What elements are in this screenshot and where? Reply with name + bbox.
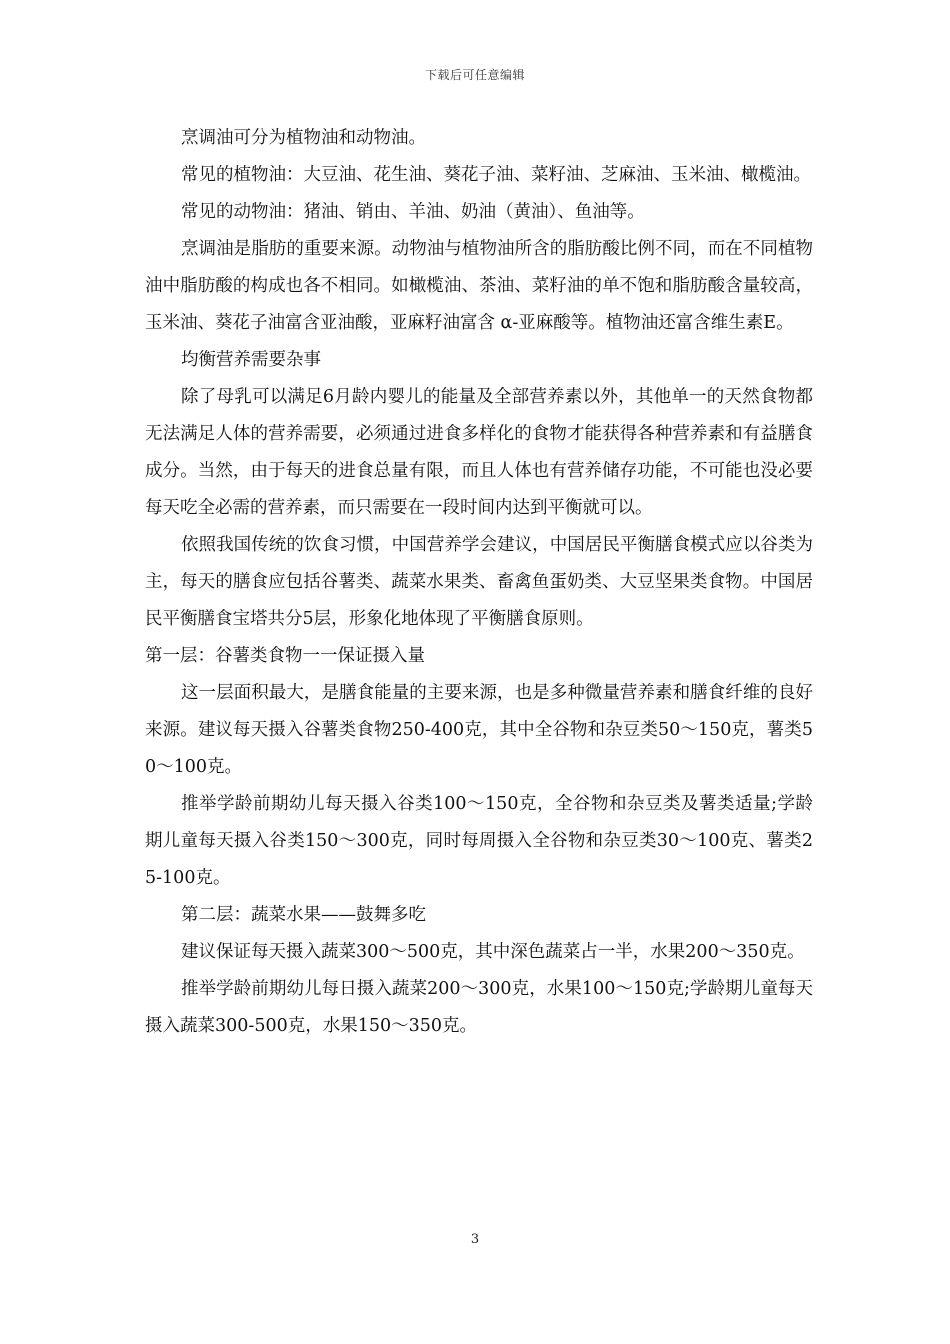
- paragraph-layer-one-desc: 这一层面积最大，是膳食能量的主要来源，也是多种微量营养素和膳食纤维的良好来源。建议每天摄入谷薯类食物250-400克，其中全谷物和杂豆类50～150克，薯类50～100克。: [145, 683, 813, 777]
- paragraph-fat-source: 烹调油是脂肪的重要来源。动物油与植物油所含的脂肪酸比例不同，而在不同植物油中脂肪酸的构成也各不相同。如橄榄油、茶油、菜籽油的单不饱和脂肪酸含量较高，玉米油、葵花子油富含亚油酸，亚麻籽油富含 α-亚麻酸等。植物油还富含维生素E。: [145, 239, 813, 333]
- section-heading-balanced-nutrition: 均衡营养需要杂事: [181, 350, 321, 370]
- paragraph-dietary-pattern: 依照我国传统的饮食习惯，中国营养学会建议，中国居民平衡膳食模式应以谷类为主，每天的膳食应包括谷薯类、蔬菜水果类、畜禽鱼蛋奶类、大豆坚果类食物。中国居民平衡膳食宝塔共分5层，形象化地体现了平衡膳食原则。: [145, 535, 813, 629]
- paragraph-oil-types: 烹调油可分为植物油和动物油。: [181, 128, 426, 148]
- paragraph-animal-oils: 常见的动物油：猪油、销由、羊油、奶油（黄油）、鱼油等。: [181, 202, 645, 222]
- page-header: 下载后可任意编辑: [424, 68, 525, 82]
- paragraph-vegetable-oils: 常见的植物油：大豆油、花生油、葵花子油、菜籽油、芝麻油、玉米油、橄榄油。: [181, 165, 811, 185]
- paragraph-layer-two-desc: 建议保证每天摄入蔬菜300～500克，其中深色蔬菜占一半，水果200～350克。: [181, 942, 805, 962]
- page-number: 3: [470, 1232, 480, 1247]
- document-body: [145, 120, 813, 1045]
- paragraph-layer-one-children: 推举学龄前期幼儿每天摄入谷类100～150克，全谷物和杂豆类及薯类适量;学龄期儿童每天摄入谷类150～300克，同时每周摄入全谷物和杂豆类30～100克、薯类25-100克。: [145, 794, 813, 888]
- paragraph-food-diversity: 除了母乳可以满足6月龄内婴儿的能量及全部营养素以外，其他单一的天然食物都无法满足人体的营养需要，必须通过进食多样化的食物才能获得各种营养素和有益膳食成分。当然，由于每天的进食总量有限，而且人体也有营养储存功能，不可能也没必要每天吃全必需的营养素，而只需要在一段时间内达到平衡就可以。: [145, 387, 813, 518]
- heading-layer-two: 第二层：蔬菜水果——鼓舞多吃: [181, 905, 426, 925]
- heading-layer-one: 第一层：谷薯类食物一一保证摄入量: [145, 646, 425, 666]
- paragraph-layer-two-children: 推举学龄前期幼儿每日摄入蔬菜200～300克，水果100～150克;学龄期儿童每天摄入蔬菜300-500克，水果150～350克。: [145, 979, 813, 1036]
